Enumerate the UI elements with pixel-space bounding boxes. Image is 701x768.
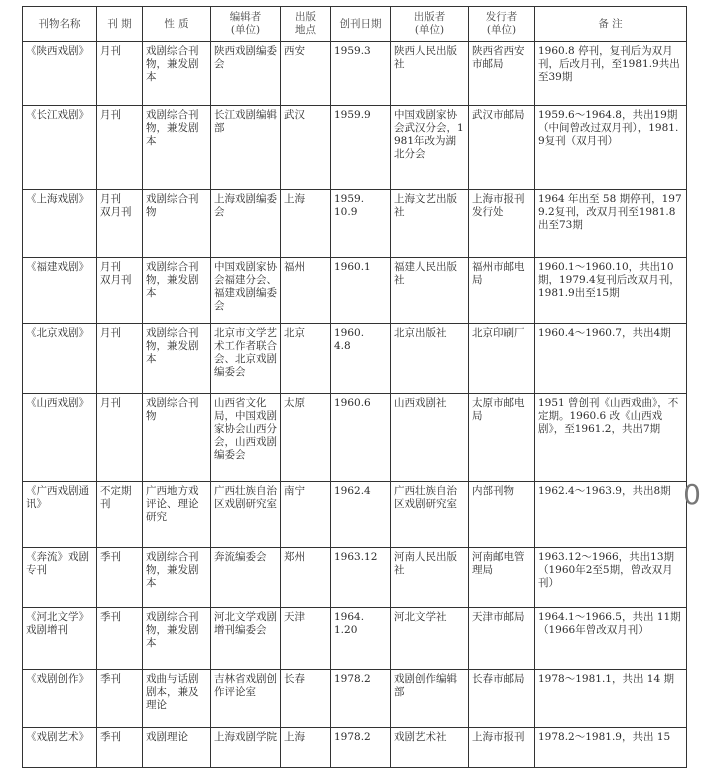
table-cell: 戏剧综合刊物: [143, 190, 211, 258]
table-cell: 1959.6～1964.8，共出19期（中间曾改过双月刊），1981.9复刊（双月刊）: [535, 106, 687, 190]
table-cell: 不定期刊: [97, 482, 143, 548]
table-cell: 月刊: [97, 394, 143, 482]
table-row: [23, 608, 687, 670]
table-cell: 奔流编委会: [211, 548, 281, 608]
table-cell: 《山西戏剧》: [23, 394, 97, 482]
table-cell: 郑州: [281, 548, 331, 608]
table-cell: 月刊: [97, 42, 143, 106]
table-cell: 北京市文学艺术工作者联合会、北京戏剧编委会: [211, 324, 281, 394]
table-cell: 1959.9: [331, 106, 391, 190]
table-header-row: [23, 7, 687, 42]
table-cell: 中国戏剧家协会福建分会、福建戏剧编委会: [211, 258, 281, 324]
table-cell: 《戏剧艺术》: [23, 728, 97, 768]
table-row: [23, 258, 687, 324]
table-cell: 月刊 双月刊: [97, 190, 143, 258]
table-cell: 《上海戏剧》: [23, 190, 97, 258]
table-cell: 上海: [281, 728, 331, 768]
table-cell: 福州市邮电局: [469, 258, 535, 324]
table-cell: 长江戏剧编辑部: [211, 106, 281, 190]
table-cell: 戏剧综合刊物: [143, 394, 211, 482]
table-cell: 陕西戏剧编委会: [211, 42, 281, 106]
table-cell: 1978.2: [331, 670, 391, 728]
table-cell: 河南邮电管理局: [469, 548, 535, 608]
table-cell: 武汉市邮局: [469, 106, 535, 190]
table-cell: 长春: [281, 670, 331, 728]
table-cell: 广西壮族自治区戏剧研究室: [391, 482, 469, 548]
table-cell: 福建人民出版社: [391, 258, 469, 324]
table-cell: 山西省文化局，中国戏剧家协会山西分会，山西戏剧编委会: [211, 394, 281, 482]
table-cell: 山西戏剧社: [391, 394, 469, 482]
table-cell: 季刊: [97, 548, 143, 608]
table-row: [23, 324, 687, 394]
table-cell: 太原市邮电局: [469, 394, 535, 482]
table-cell: 北京出版社: [391, 324, 469, 394]
periodicals-table: [22, 6, 687, 768]
table-cell: 1960.6: [331, 394, 391, 482]
table-cell: 内部刊物: [469, 482, 535, 548]
table-row: [23, 42, 687, 106]
table-row: [23, 670, 687, 728]
column-header: 发行者 (单位): [469, 7, 535, 42]
table-cell: 1951 曾创刊《山西戏曲》，不定期。1960.6 改《山西戏剧》，至1961.2，共出7期: [535, 394, 687, 482]
margin-mark: 0: [683, 478, 701, 511]
column-header: 刊物名称: [23, 7, 97, 42]
table-cell: 戏剧创作编辑部: [391, 670, 469, 728]
table-cell: 1978.2: [331, 728, 391, 768]
table-cell: 河北文学社: [391, 608, 469, 670]
table-cell: 1959.3: [331, 42, 391, 106]
table-cell: 吉林省戏剧创作评论室: [211, 670, 281, 728]
table-cell: 太原: [281, 394, 331, 482]
table-cell: 武汉: [281, 106, 331, 190]
table-cell: 长春市邮局: [469, 670, 535, 728]
table-cell: 1963.12: [331, 548, 391, 608]
table-row: [23, 482, 687, 548]
column-header: 性 质: [143, 7, 211, 42]
table-cell: 戏剧综合刊物，兼发剧本: [143, 106, 211, 190]
table-cell: 戏剧综合刊物，兼发剧本: [143, 548, 211, 608]
table-cell: 季刊: [97, 728, 143, 768]
table-body: [23, 42, 687, 768]
table-cell: 戏剧综合刊物，兼发剧本: [143, 324, 211, 394]
table-cell: 1964 年出至 58 期停刊，1979.2复刊，改双月刊至1981.8出至73期: [535, 190, 687, 258]
table-cell: 1964.1～1966.5，共出 11期（1966年曾改双月刊）: [535, 608, 687, 670]
table-cell: 天津市邮局: [469, 608, 535, 670]
table-cell: 上海文艺出版社: [391, 190, 469, 258]
table-cell: 《北京戏剧》: [23, 324, 97, 394]
table-cell: 1960.4～1960.7，共出4期: [535, 324, 687, 394]
table-cell: 季刊: [97, 670, 143, 728]
table-cell: 月刊: [97, 106, 143, 190]
table-cell: 北京: [281, 324, 331, 394]
table-cell: 《福建戏剧》: [23, 258, 97, 324]
table-cell: 广西地方戏评论、理论研究: [143, 482, 211, 548]
table-cell: 《戏剧创作》: [23, 670, 97, 728]
table-cell: 上海市报刊: [469, 728, 535, 768]
table-cell: 《陕西戏剧》: [23, 42, 97, 106]
table-cell: 月刊 双月刊: [97, 258, 143, 324]
table-cell: 陕西人民出版社: [391, 42, 469, 106]
table-row: [23, 728, 687, 768]
table-cell: 上海戏剧学院: [211, 728, 281, 768]
table-cell: 北京印刷厂: [469, 324, 535, 394]
table-cell: 西安: [281, 42, 331, 106]
table-cell: 戏剧综合刊物，兼发剧本: [143, 608, 211, 670]
table-cell: 中国戏剧家协会武汉分会，1981年改为湖北分会: [391, 106, 469, 190]
table-cell: 1964. 1.20: [331, 608, 391, 670]
table-cell: 《广西戏剧通讯》: [23, 482, 97, 548]
table-cell: 福州: [281, 258, 331, 324]
table-cell: 上海市报刊发行处: [469, 190, 535, 258]
column-header: 出版者 (单位): [391, 7, 469, 42]
table-cell: 戏剧综合刊物，兼发剧本: [143, 42, 211, 106]
column-header: 编辑者 (单位): [211, 7, 281, 42]
table-cell: 《长江戏剧》: [23, 106, 97, 190]
table-row: [23, 106, 687, 190]
table-cell: 上海: [281, 190, 331, 258]
table-cell: 1960.1～1960.10，共出10期，1979.4复刊后改双月刊，1981.9出至15期: [535, 258, 687, 324]
table-cell: 1959. 10.9: [331, 190, 391, 258]
table-cell: 《河北文学》戏剧增刊: [23, 608, 97, 670]
table-cell: 1960.8 停刊，复刊后为双月刊，后改月刊，至1981.9共出至39期: [535, 42, 687, 106]
table-cell: 1960.1: [331, 258, 391, 324]
table-cell: 1960. 4.8: [331, 324, 391, 394]
column-header: 出版 地点: [281, 7, 331, 42]
table-cell: 1963.12～1966，共出13期（1960年2至5期，曾改双月刊）: [535, 548, 687, 608]
table-cell: 广西壮族自治区戏剧研究室: [211, 482, 281, 548]
table-row: [23, 548, 687, 608]
table-cell: 戏剧理论: [143, 728, 211, 768]
table-cell: 戏剧综合刊物，兼发剧本: [143, 258, 211, 324]
table-row: [23, 190, 687, 258]
table-cell: 月刊: [97, 324, 143, 394]
column-header: 创刊日期: [331, 7, 391, 42]
table-cell: 戏剧艺术社: [391, 728, 469, 768]
table-cell: 1978.2～1981.9，共出 15: [535, 728, 687, 768]
table-cell: 《奔流》戏剧专刊: [23, 548, 97, 608]
table-cell: 河北文学戏剧增刊编委会: [211, 608, 281, 670]
table-cell: 南宁: [281, 482, 331, 548]
table-cell: 1978～1981.1，共出 14 期: [535, 670, 687, 728]
table-cell: 河南人民出版社: [391, 548, 469, 608]
column-header: 备 注: [535, 7, 687, 42]
column-header: 刊 期: [97, 7, 143, 42]
table-cell: 季刊: [97, 608, 143, 670]
table-cell: 上海戏剧编委会: [211, 190, 281, 258]
table-cell: 1962.4～1963.9，共出8期: [535, 482, 687, 548]
table-cell: 陕西省西安市邮局: [469, 42, 535, 106]
table-row: [23, 394, 687, 482]
table-cell: 1962.4: [331, 482, 391, 548]
table-cell: 天津: [281, 608, 331, 670]
table-cell: 戏曲与话剧剧本，兼及理论: [143, 670, 211, 728]
